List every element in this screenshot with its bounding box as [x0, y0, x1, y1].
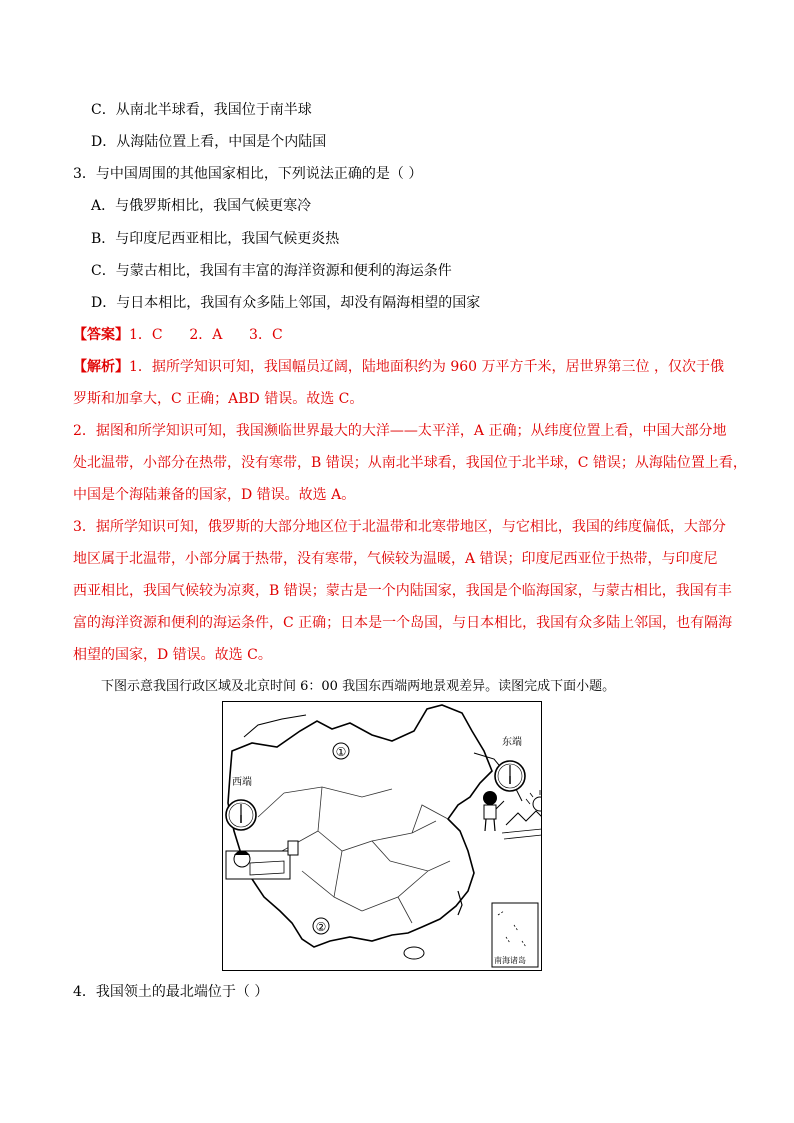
- analysis-p3-l3: 西亚相比，我国气候较为凉爽，B 错误；蒙古是一个内陆国家，我国是个临海国家，与蒙古相比，我国有丰: [73, 583, 732, 599]
- marker-2-text: ②: [315, 920, 327, 934]
- q3-option-a: A．与俄罗斯相比，我国气候更寒冷: [91, 198, 312, 214]
- answer-line: [73, 325, 283, 345]
- analysis-p3-l5: 相望的国家，D 错误。故选 C。: [73, 647, 272, 663]
- china-map-figure: [222, 701, 542, 971]
- q2-option-d: D．从海陆位置上看，中国是个内陆国: [91, 134, 327, 150]
- analysis-p3-l2: 地区属于北温带，小部分属于热带，没有寒带，气候较为温暖，A 错误；印度尼西亚位于热带，与印度尼: [73, 551, 718, 567]
- china-map-svg: [222, 701, 542, 971]
- analysis-p1-l1-text: 1．据所学知识可知，我国幅员辽阔，陆地面积约为 960 万平方千米，居世界第三位 ，仅次于俄: [129, 359, 724, 375]
- answer-values: 1．C 2．A 3．C: [129, 327, 283, 343]
- marker-1-text: ①: [335, 745, 347, 759]
- q3-option-d: D．与日本相比，我国有众多陆上邻国，却没有隔海相望的国家: [91, 295, 481, 311]
- answer-label: 【答案】: [73, 327, 129, 343]
- q3-stem: 3．与中国周围的其他国家相比，下列说法正确的是（ ）: [73, 166, 423, 182]
- analysis-p2-l3: 中国是个海陆兼备的国家，D 错误。故选 A。: [73, 487, 356, 503]
- inset-label: 南海诸岛: [494, 956, 526, 965]
- analysis-p3-l4: 富的海洋资源和便利的海运条件，C 正确；日本是一个岛国，与日本相比，我国有众多陆上邻国，也有隔海: [73, 615, 733, 631]
- analysis-p1-l1: [73, 357, 724, 377]
- west-end-label: 西端: [232, 777, 252, 788]
- east-end-label: 东端: [502, 737, 522, 748]
- analysis-p2-l1: 2．据图和所学知识可知，我国濒临世界最大的大洋——太平洋，A 正确；从纬度位置上看，中国大部分地: [73, 423, 727, 439]
- analysis-p1-l2: 罗斯和加拿大，C 正确；ABD 错误。故选 C。: [73, 391, 364, 407]
- q3-option-c: C．与蒙古相比，我国有丰富的海洋资源和便利的海运条件: [91, 263, 452, 279]
- q3-option-b: B．与印度尼西亚相比，我国气候更炎热: [91, 231, 340, 247]
- figure-intro: 下图示意我国行政区域及北京时间 6：00 我国东西端两地景观差异。读图完成下面小题。: [101, 679, 616, 694]
- analysis-label: 【解析】: [73, 359, 129, 375]
- q4-stem: 4．我国领土的最北端位于（ ）: [73, 984, 269, 1000]
- analysis-p2-l2: 处北温带，小部分在热带，没有寒带，B 错误；从南北半球看，我国位于北半球，C 错误；从海陆位置上看，: [73, 455, 747, 471]
- q2-option-c: C．从南北半球看，我国位于南半球: [91, 102, 312, 118]
- analysis-p3-l1: 3．据所学知识可知，俄罗斯的大部分地区位于北温带和北寒带地区，与它相比，我国的纬度偏低，大部分: [73, 519, 726, 535]
